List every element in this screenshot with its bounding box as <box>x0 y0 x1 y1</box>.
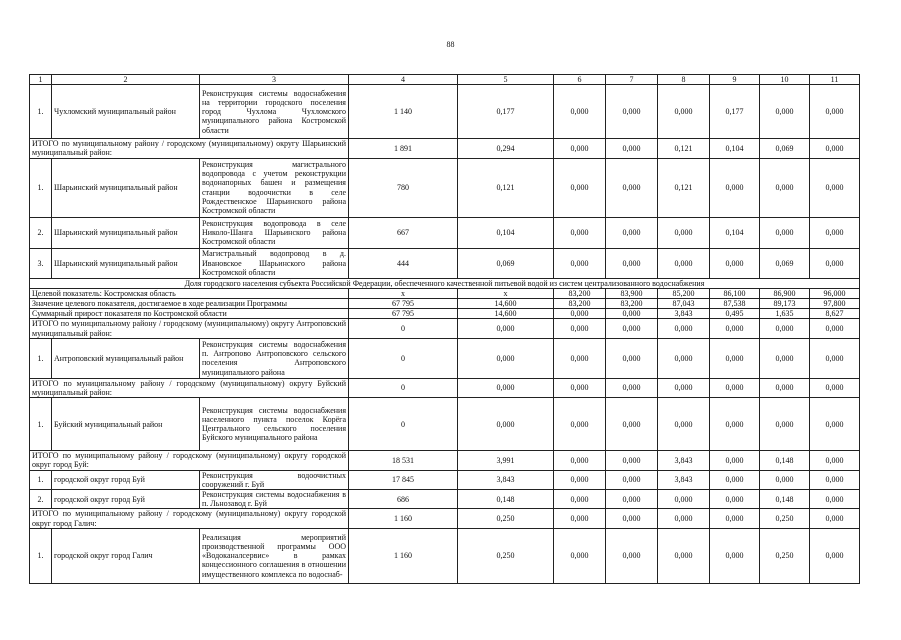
total-label: Целевой показатель: Костромская область <box>30 288 349 298</box>
value-cell: 0,000 <box>760 319 810 338</box>
value-cell: 0,000 <box>810 139 860 158</box>
value-cell: 0,177 <box>710 85 760 139</box>
value-cell: 8,627 <box>810 309 860 319</box>
table-row <box>30 158 860 217</box>
value-cell: 0,250 <box>760 509 810 528</box>
column-number: 11 <box>810 75 860 85</box>
value-cell: 1 891 <box>349 139 458 158</box>
value-cell: 0,000 <box>658 217 710 248</box>
value-cell: 0,000 <box>760 470 810 489</box>
value-cell: 0,000 <box>810 528 860 583</box>
column-number: 4 <box>349 75 458 85</box>
municipality-name: городской округ город Галич <box>52 528 200 583</box>
value-cell: 0,104 <box>458 217 554 248</box>
value-cell: 86,900 <box>760 288 810 298</box>
total-label: ИТОГО по муниципальному району / городскому (муниципальному) округу городской округ город Галич: <box>30 509 349 528</box>
row-number: 1. <box>30 528 52 583</box>
row-number: 1. <box>30 470 52 489</box>
value-cell: 0,000 <box>760 217 810 248</box>
value-cell: 0,000 <box>760 338 810 378</box>
value-cell: 0,000 <box>810 158 860 217</box>
value-cell: 0,000 <box>554 338 606 378</box>
table-row <box>30 319 860 338</box>
value-cell: 0,000 <box>810 470 860 489</box>
value-cell: 0 <box>349 378 458 397</box>
value-cell: 0,000 <box>606 217 658 248</box>
table-row <box>30 248 860 278</box>
value-cell: 85,200 <box>658 288 710 298</box>
value-cell: 86,100 <box>710 288 760 298</box>
value-cell: 17 845 <box>349 470 458 489</box>
value-cell: 0,000 <box>554 490 606 509</box>
value-cell: 0 <box>349 319 458 338</box>
value-cell: 0,000 <box>458 319 554 338</box>
value-cell: 0,000 <box>710 490 760 509</box>
municipality-name: Шарьинский муниципальный район <box>52 248 200 278</box>
value-cell: 0,000 <box>710 398 760 451</box>
value-cell: 0,000 <box>606 248 658 278</box>
municipality-name: Чухломский муниципальный район <box>52 85 200 139</box>
table-row <box>30 338 860 378</box>
value-cell: 0,000 <box>710 158 760 217</box>
value-cell: 96,000 <box>810 288 860 298</box>
value-cell: 0,000 <box>810 378 860 397</box>
value-cell: 0,000 <box>458 398 554 451</box>
value-cell: 3,991 <box>458 451 554 470</box>
value-cell: 0,000 <box>554 398 606 451</box>
value-cell: 0,000 <box>810 338 860 378</box>
value-cell: 0,250 <box>458 528 554 583</box>
value-cell: 780 <box>349 158 458 217</box>
value-cell: 87,538 <box>710 299 760 309</box>
value-cell: 89,173 <box>760 299 810 309</box>
value-cell: 0,000 <box>458 378 554 397</box>
value-cell: 0,000 <box>554 378 606 397</box>
municipality-name: городской округ город Буй <box>52 490 200 509</box>
table-row <box>30 299 860 309</box>
value-cell: 0,250 <box>458 509 554 528</box>
value-cell: 83,200 <box>606 299 658 309</box>
value-cell: х <box>349 288 458 298</box>
row-number: 2. <box>30 217 52 248</box>
value-cell: 0,000 <box>606 309 658 319</box>
value-cell: 0,000 <box>606 528 658 583</box>
measure-description: Реконструкция системы водоснабжения населенного пункта поселок Корёга Центрального сельского поселения Буйского муниципального района <box>200 398 349 451</box>
measure-description: Реконструкция системы водоснабжения п. Антропово Антроповского сельского поселения Антроповского муниципального района <box>200 338 349 378</box>
value-cell: 0,148 <box>458 490 554 509</box>
table-row <box>30 378 860 397</box>
value-cell: 0,000 <box>658 85 710 139</box>
value-cell: 0,104 <box>710 139 760 158</box>
value-cell: 667 <box>349 217 458 248</box>
value-cell: 0,000 <box>710 528 760 583</box>
municipality-name: Антроповский муниципальный район <box>52 338 200 378</box>
municipality-name: городской округ город Буй <box>52 470 200 489</box>
value-cell: 0,000 <box>606 158 658 217</box>
value-cell: 0,000 <box>606 139 658 158</box>
municipality-name: Буйский муниципальный район <box>52 398 200 451</box>
value-cell: 0,000 <box>710 378 760 397</box>
value-cell: 0 <box>349 398 458 451</box>
value-cell: 0,000 <box>606 490 658 509</box>
value-cell: 0,000 <box>606 398 658 451</box>
value-cell: 14,600 <box>458 309 554 319</box>
total-label: ИТОГО по муниципальному району / городскому (муниципальному) округу Шарьинский муниципальный район: <box>30 139 349 158</box>
value-cell: 0,177 <box>458 85 554 139</box>
column-number: 3 <box>200 75 349 85</box>
table-row <box>30 451 860 470</box>
value-cell: 0,000 <box>606 509 658 528</box>
column-number: 9 <box>710 75 760 85</box>
section-title: Доля городского населения субъекта Российской Федерации, обеспеченного качественной питьевой водой из систем централизованного водоснабжения <box>30 278 860 288</box>
value-cell: 0,000 <box>810 398 860 451</box>
value-cell: 0,000 <box>810 217 860 248</box>
value-cell: 0,000 <box>554 319 606 338</box>
value-cell: 0,069 <box>458 248 554 278</box>
value-cell: 0,495 <box>710 309 760 319</box>
value-cell: 0,000 <box>810 319 860 338</box>
value-cell: 67 795 <box>349 299 458 309</box>
table-header-row <box>30 75 860 85</box>
value-cell: 0,121 <box>658 139 710 158</box>
value-cell: 0,000 <box>554 248 606 278</box>
row-number: 1. <box>30 338 52 378</box>
value-cell: 3,843 <box>658 309 710 319</box>
column-number: 6 <box>554 75 606 85</box>
total-label: ИТОГО по муниципальному району / городскому (муниципальному) округу Антроповский муниципальный район: <box>30 319 349 338</box>
measure-description: Реконструкция магистрального водопровода с учетом реконструкции водонапорных башен и размещения станции водоочистки в селе Рождественское Шарьинского района Костромской области <box>200 158 349 217</box>
value-cell: 3,843 <box>658 451 710 470</box>
value-cell: 0,069 <box>760 248 810 278</box>
total-label: Значение целевого показателя, достигаемое в ходе реализации Программы <box>30 299 349 309</box>
table-row <box>30 398 860 451</box>
value-cell: 67 795 <box>349 309 458 319</box>
value-cell: 0,121 <box>658 158 710 217</box>
value-cell: 0,000 <box>810 451 860 470</box>
table-row <box>30 85 860 139</box>
value-cell: 0,000 <box>810 85 860 139</box>
municipality-name: Шарьинский муниципальный район <box>52 158 200 217</box>
value-cell: 0,000 <box>554 139 606 158</box>
value-cell: 686 <box>349 490 458 509</box>
column-number: 2 <box>52 75 200 85</box>
value-cell: 0,000 <box>606 378 658 397</box>
value-cell: 0,000 <box>810 248 860 278</box>
row-number: 1. <box>30 398 52 451</box>
row-number: 1. <box>30 158 52 217</box>
value-cell: 0,000 <box>554 217 606 248</box>
value-cell: 0,000 <box>554 309 606 319</box>
table-row <box>30 278 860 288</box>
value-cell: 0,000 <box>810 490 860 509</box>
value-cell: 1 160 <box>349 509 458 528</box>
value-cell: 1 160 <box>349 528 458 583</box>
value-cell: 0,000 <box>760 378 810 397</box>
table-row <box>30 309 860 319</box>
program-table <box>29 74 860 584</box>
value-cell: 83,900 <box>606 288 658 298</box>
value-cell: 0,000 <box>554 158 606 217</box>
value-cell: 0,000 <box>606 470 658 489</box>
value-cell: 444 <box>349 248 458 278</box>
value-cell: 0,000 <box>710 248 760 278</box>
value-cell: 97,800 <box>810 299 860 309</box>
table-row <box>30 139 860 158</box>
value-cell: 0,000 <box>658 398 710 451</box>
measure-description: Реконструкция системы водоснабжения на территории городского поселения город Чухлома Чухломского муниципального района Костромской области <box>200 85 349 139</box>
value-cell: 3,843 <box>658 470 710 489</box>
value-cell: 0,121 <box>458 158 554 217</box>
value-cell: 18 531 <box>349 451 458 470</box>
column-number: 5 <box>458 75 554 85</box>
table-row <box>30 509 860 528</box>
page-number: 88 <box>446 40 455 49</box>
value-cell: 0 <box>349 338 458 378</box>
table-row <box>30 528 860 583</box>
value-cell: 0,000 <box>606 85 658 139</box>
value-cell: 0,000 <box>554 451 606 470</box>
total-label: Суммарный прирост показателя по Костромской области <box>30 309 349 319</box>
value-cell: 0,294 <box>458 139 554 158</box>
value-cell: 87,043 <box>658 299 710 309</box>
measure-description: Реализация мероприятий производственной программы ООО «Водоканалсервис» в рамках концессионного соглашения в отношении имущественного комплекса по водоснаб- <box>200 528 349 583</box>
value-cell: 0,000 <box>554 509 606 528</box>
value-cell: х <box>458 288 554 298</box>
value-cell: 0,000 <box>658 248 710 278</box>
table-row <box>30 288 860 298</box>
value-cell: 0,104 <box>710 217 760 248</box>
value-cell: 3,843 <box>458 470 554 489</box>
column-number: 1 <box>30 75 52 85</box>
total-label: ИТОГО по муниципальному району / городскому (муниципальному) округу Буйский муниципальный район: <box>30 378 349 397</box>
value-cell: 0,000 <box>458 338 554 378</box>
value-cell: 0,148 <box>760 451 810 470</box>
row-number: 2. <box>30 490 52 509</box>
value-cell: 0,000 <box>658 509 710 528</box>
table-row <box>30 217 860 248</box>
value-cell: 0,000 <box>760 158 810 217</box>
value-cell: 0,000 <box>606 451 658 470</box>
value-cell: 0,000 <box>710 451 760 470</box>
value-cell: 14,600 <box>458 299 554 309</box>
value-cell: 0,000 <box>658 338 710 378</box>
value-cell: 0,000 <box>760 398 810 451</box>
value-cell: 1 140 <box>349 85 458 139</box>
value-cell: 0,069 <box>760 139 810 158</box>
measure-description: Реконструкция системы водоснабжения в п. Льнозавод г. Буй <box>200 490 349 509</box>
value-cell: 0,000 <box>554 528 606 583</box>
municipality-name: Шарьинский муниципальный район <box>52 217 200 248</box>
total-label: ИТОГО по муниципальному району / городскому (муниципальному) округу городской округ город Буй: <box>30 451 349 470</box>
value-cell: 83,200 <box>554 288 606 298</box>
table-row <box>30 470 860 489</box>
value-cell: 0,000 <box>658 378 710 397</box>
value-cell: 0,000 <box>710 319 760 338</box>
value-cell: 0,000 <box>760 85 810 139</box>
value-cell: 83,200 <box>554 299 606 309</box>
row-number: 1. <box>30 85 52 139</box>
value-cell: 0,000 <box>606 338 658 378</box>
column-number: 8 <box>658 75 710 85</box>
row-number: 3. <box>30 248 52 278</box>
value-cell: 0,000 <box>658 319 710 338</box>
value-cell: 0,000 <box>810 509 860 528</box>
value-cell: 0,000 <box>606 319 658 338</box>
measure-description: Реконструкция водопровода в селе Николо-Шанга Шарьинского района Костромской области <box>200 217 349 248</box>
value-cell: 0,000 <box>554 85 606 139</box>
column-number: 7 <box>606 75 658 85</box>
column-number: 10 <box>760 75 810 85</box>
table-row <box>30 490 860 509</box>
value-cell: 0,250 <box>760 528 810 583</box>
value-cell: 0,000 <box>710 338 760 378</box>
measure-description: Реконструкция водоочистных сооружений г. Буй <box>200 470 349 489</box>
measure-description: Магистральный водопровод в д. Ивановское Шарьинского района Костромской области <box>200 248 349 278</box>
value-cell: 0,148 <box>760 490 810 509</box>
value-cell: 0,000 <box>554 470 606 489</box>
value-cell: 0,000 <box>710 470 760 489</box>
value-cell: 0,000 <box>658 528 710 583</box>
value-cell: 0,000 <box>710 509 760 528</box>
value-cell: 1,635 <box>760 309 810 319</box>
value-cell: 0,000 <box>658 490 710 509</box>
